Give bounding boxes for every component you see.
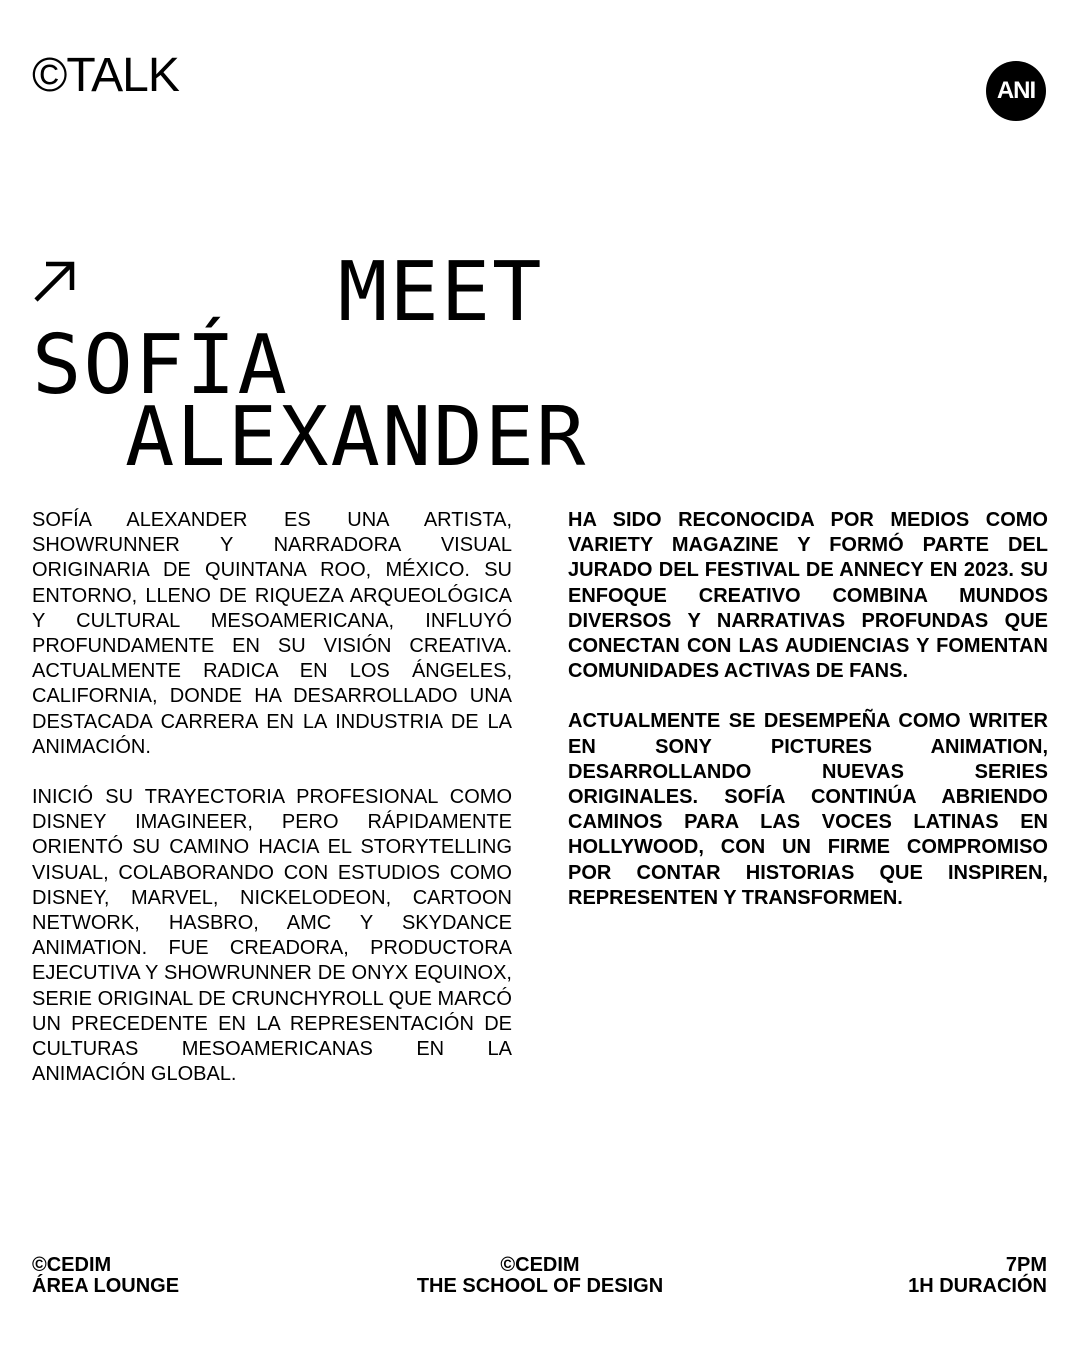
bio-paragraph: ACTUALMENTE SE DESEMPEÑA COMO WRITER EN SONY PICTURES ANIMATION, DESARROLLANDO NUEVAS SERIES ORIGINALES. SOFÍA CONTINÚA ABRIENDO CAMINOS PARA LAS VOCES LATINAS EN HOLLYWOOD, CON UN FIRME COMPROMISO POR CONTAR HISTORIAS QUE INSPIREN, REPRESENTEN Y TRANSFORMEN. [568,710,1048,909]
hero-first-name: SOFÍA [32,318,289,413]
hero-last-name: ALEXANDER [125,390,588,485]
footer-venue-org: ©CEDIM [32,1254,112,1276]
footer-venue [32,1255,179,1297]
bio-paragraph: HA SIDO RECONOCIDA POR MEDIOS COMO VARIETY MAGAZINE Y FORMÓ PARTE DEL JURADO DEL FESTIVAL DE ANNECY EN 2023. SU ENFOQUE CREATIVO COMBINA MUNDOS DIVERSOS Y NARRATIVAS PROFUNDAS QUE CONECTAN CON LAS AUDIENCIAS Y FOMENTAN COMUNIDADES ACTIVAS DE FANS. [568,509,1048,683]
footer-school-org: ©CEDIM [500,1254,580,1276]
footer-school [340,1255,740,1297]
footer-time [908,1255,1047,1297]
bio-paragraph: INICIÓ SU TRAYECTORIA PROFESIONAL COMO DISNEY IMAGINEER, PERO RÁPIDAMENTE ORIENTÓ SU CAMINO HACIA EL STORYTELLING VISUAL, COLABORANDO CON ESTUDIOS COMO DISNEY, MARVEL, NICKELODEON, CARTOON NETWORK, HASBRO, AMC Y SKYDANCE ANIMATION. FUE CREADORA, PRODUCTORA EJECUTIVA Y SHOWRUNNER DE ONYX EQUINOX, SERIE ORIGINAL DE CRUNCHYROLL QUE MARCÓ UN PRECEDENTE EN LA REPRESENTACIÓN DE CULTURAS MESOAMERICANAS EN LA ANIMACIÓN GLOBAL. [32,786,512,1086]
bio-right-column [568,508,1048,936]
bio-left-column [32,508,512,1112]
bio-paragraph: SOFÍA ALEXANDER ES UNA ARTISTA, SHOWRUNNER Y NARRADORA VISUAL ORIGINARIA DE QUINTANA ROO, MÉXICO. SU ENTORNO, LLENO DE RIQUEZA ARQUEOLÓGICA Y CULTURAL MESOAMERICANA, INFLUYÓ PROFUNDAMENTE EN SU VISIÓN CREATIVA. ACTUALMENTE RADICA EN LOS ÁNGELES, CALIFORNIA, DONDE HA DESARROLLADO UNA DESTACADA CARRERA EN LA INDUSTRIA DE LA ANIMACIÓN. [32,509,512,758]
footer-time-duration: 1H DURACIÓN [908,1275,1047,1297]
ani-badge: ANI [986,61,1046,121]
hero-meet: MEET [338,245,544,340]
footer-school-name: THE SCHOOL OF DESIGN [416,1275,664,1297]
brand-title: ©TALK [32,49,179,102]
footer-time-start: 7PM [1005,1254,1047,1276]
arrow-up-right-icon [32,258,78,304]
footer-venue-place: ÁREA LOUNGE [32,1275,180,1297]
